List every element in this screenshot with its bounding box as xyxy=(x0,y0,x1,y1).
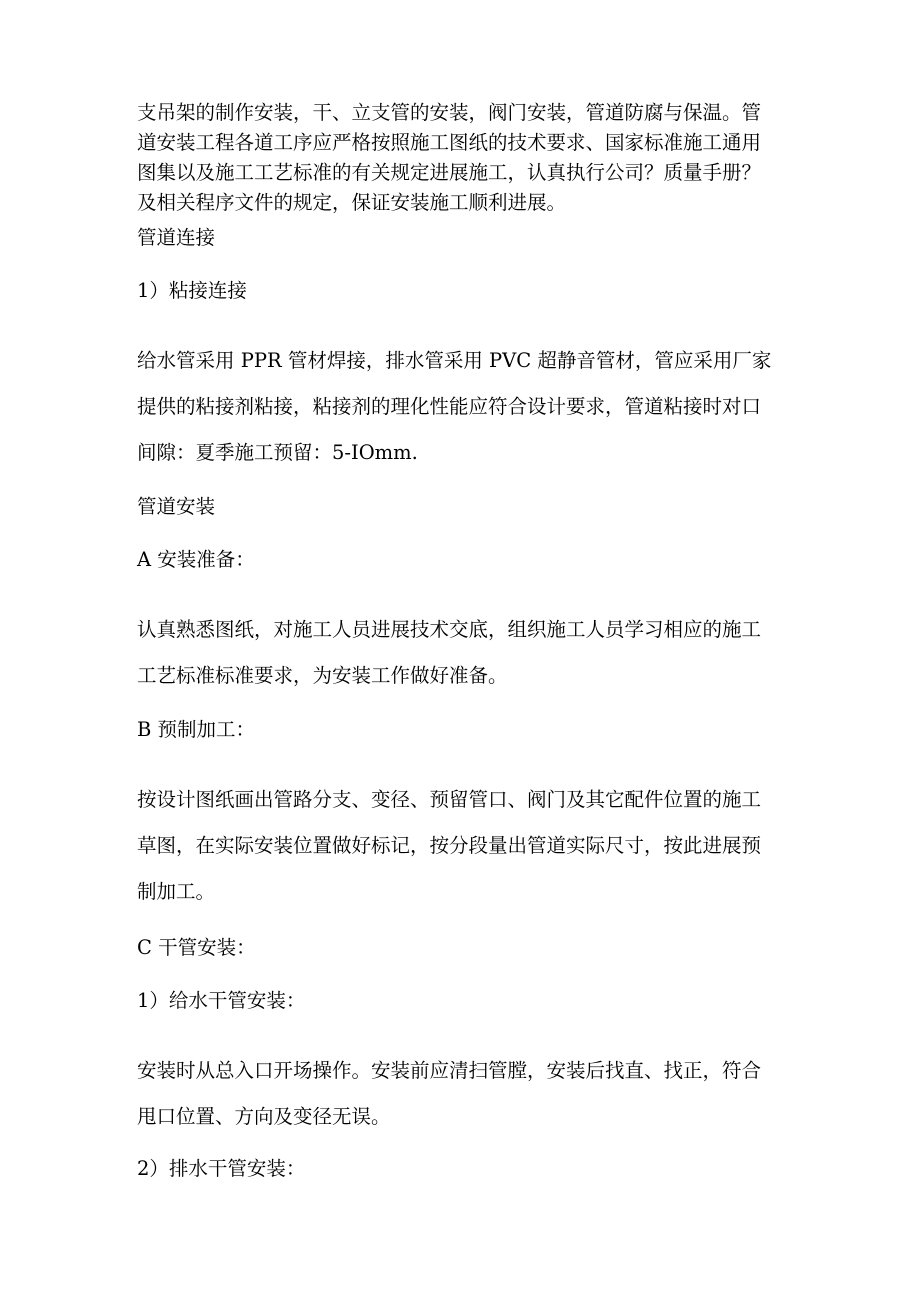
adhesive-connection-paragraph xyxy=(137,338,789,476)
heading-text: 1）给水干管安装： xyxy=(137,989,306,1012)
text-line: 支吊架的制作安装，干、立支管的安装，阀门安装，管道防腐与保温。管 xyxy=(137,101,762,124)
prefabrication-heading xyxy=(137,707,789,753)
heading-text: A 安装准备： xyxy=(137,548,255,571)
heading-text: 管道安装 xyxy=(137,495,216,518)
installation-prep-paragraph xyxy=(137,607,789,699)
heading-text: 管道连接 xyxy=(137,226,216,249)
text-line: 提供的粘接剂粘接，粘接剂的理化性能应符合设计要求，管道粘接时对口 xyxy=(137,395,762,418)
text-line: 制加工。 xyxy=(137,880,216,903)
water-main-installation-heading xyxy=(137,978,789,1024)
text-line: 间隙：夏季施工预留：5-IOmm. xyxy=(137,441,418,464)
text-line: 甩口位置、方向及变径无误。 xyxy=(137,1105,391,1128)
text-line: 及相关程序文件的规定，保证安装施工顺利进展。 xyxy=(137,191,567,214)
heading-text: 2）排水干管安装： xyxy=(137,1157,306,1180)
text-line: 按设计图纸画出管路分支、变径、预留管口、阀门及其它配件位置的施工 xyxy=(137,788,762,811)
water-main-installation-paragraph xyxy=(137,1048,789,1140)
installation-prep-heading xyxy=(137,537,789,583)
text-line: 安装时从总入口开场操作。安装前应清扫管膛，安装后找直、找正，符合 xyxy=(137,1059,762,1082)
text-line: 草图，在实际安装位置做好标记，按分段量出管道实际尺寸，按此进展预 xyxy=(137,834,762,857)
heading-text: C 干管安装： xyxy=(137,936,256,959)
text-line: 图集以及施工工艺标准的有关规定进展施工，认真执行公司？质量手册？ xyxy=(137,161,762,184)
adhesive-connection-heading xyxy=(137,268,789,314)
text-line: 工艺标准标准要求，为安装工作做好准备。 xyxy=(137,664,508,687)
text-line: 认真熟悉图纸，对施工人员进展技术交底，组织施工人员学习相应的施工 xyxy=(137,618,762,641)
text-line: 给水管采用 PPR 管材焊接，排水管采用 PVC 超静音管材，管应采用厂家 xyxy=(137,349,772,372)
heading-text: 1）粘接连接 xyxy=(137,279,247,302)
text-line: 道安装工程各道工序应严格按照施工图纸的技术要求、国家标准施工通用 xyxy=(137,131,762,154)
main-pipe-installation-heading xyxy=(137,925,789,971)
drain-main-installation-heading xyxy=(137,1146,789,1192)
pipe-connection-heading xyxy=(137,215,789,261)
heading-text: B 预制加工： xyxy=(137,718,256,741)
intro-paragraph xyxy=(137,98,789,218)
prefabrication-paragraph xyxy=(137,777,789,915)
pipe-installation-heading xyxy=(137,484,789,530)
